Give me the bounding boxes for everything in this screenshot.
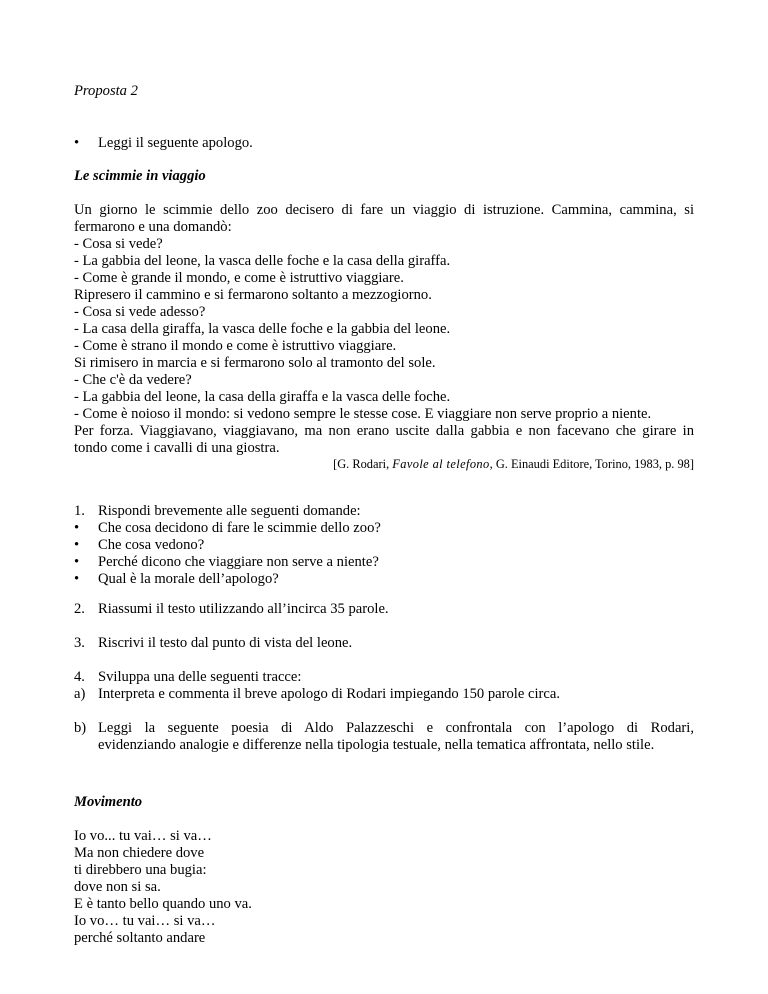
option-text-line: Leggi la seguente poesia di Aldo Palazzeschi e confrontala con l’apologo di Rodari, (98, 720, 694, 736)
story-line: Ripresero il cammino e si fermarono soltanto a mezzogiorno. (74, 287, 432, 303)
citation-suffix: , G. Einaudi Editore, Torino, 1983, p. 98] (489, 457, 694, 471)
question-4a (74, 686, 694, 703)
option-label: b) (74, 720, 87, 736)
question-4 (74, 669, 694, 686)
option-text-line: evidenziando analogie e differenze nella tipologia testuale, nella tematica affrontata, nello stile. (98, 737, 655, 753)
question-number: 1. (74, 503, 85, 519)
bullet-icon: • (74, 554, 80, 570)
story-line: Un giorno le scimmie dello zoo decisero di fare un viaggio di istruzione. Cammina, cammina, si (74, 202, 694, 218)
list-item-text: Che cosa decidono di fare le scimmie dello zoo? (98, 520, 381, 536)
question-text: Rispondi brevemente alle seguenti domande: (98, 503, 361, 519)
question-2 (74, 601, 694, 618)
poem-line: Ma non chiedere dove (74, 845, 205, 861)
story-line: Per forza. Viaggiavano, viaggiavano, ma non erano uscite dalla gabbia e non facevano che girare in (74, 423, 694, 439)
list-item (74, 554, 694, 571)
option-text (74, 720, 694, 754)
question-number: 3. (74, 635, 85, 651)
question-1 (74, 503, 694, 588)
bullet-icon: • (74, 135, 80, 151)
question-text: Riscrivi il testo dal punto di vista del leone. (98, 635, 353, 651)
bullet-icon: • (74, 571, 80, 587)
option-label: a) (74, 686, 86, 702)
question-text: Riassumi il testo utilizzando all’incirca 35 parole. (98, 601, 389, 617)
story-line: - Cosa si vede adesso? (74, 304, 206, 320)
story-line: - Come è noioso il mondo: si vedono sempre le stesse cose. E viaggiare non serve proprio a niente. (74, 406, 652, 422)
poem-line: perché soltanto andare (74, 930, 206, 946)
option-text: Interpreta e commenta il breve apologo di Rodari impiegando 150 parole circa. (98, 686, 560, 702)
question-1-sublist (74, 520, 694, 588)
list-item-text: Che cosa vedono? (98, 537, 205, 553)
poem-line: ti direbbero una bugia: (74, 862, 207, 878)
story-line: - Cosa si vede? (74, 236, 163, 252)
story-line: - La gabbia del leone, la casa della giraffa e la vasca delle foche. (74, 389, 451, 405)
poem-line: Io vo… tu vai… si va… (74, 913, 216, 929)
citation-prefix: [G. Rodari, (333, 457, 393, 471)
page-header: Proposta 2 (74, 83, 138, 99)
list-item-text: Qual è la morale dell’apologo? (98, 571, 279, 587)
story-line: tondo come i cavalli di una giostra. (74, 440, 280, 456)
story-line: Si rimisero in marcia e si fermarono solo al tramonto del sole. (74, 355, 436, 371)
instruction-text: Leggi il seguente apologo. (98, 135, 253, 151)
list-item-text: Perché dicono che viaggiare non serve a niente? (98, 554, 379, 570)
instruction-item (74, 135, 718, 152)
story-line: fermarono e una domandò: (74, 219, 232, 235)
poem-line: dove non si sa. (74, 879, 161, 895)
citation-book-title: Favole al telefono (392, 457, 490, 471)
story-title: Le scimmie in viaggio (74, 168, 206, 184)
question-3 (74, 635, 694, 652)
question-4b (74, 720, 694, 754)
list-item (74, 537, 694, 554)
bullet-icon: • (74, 537, 80, 553)
story-line: - La casa della giraffa, la vasca delle foche e la gabbia del leone. (74, 321, 451, 337)
list-item (74, 571, 694, 588)
story-text (74, 202, 694, 457)
story-line: - Che c'è da vedere? (74, 372, 192, 388)
story-line: - Come è strano il mondo e come è istruttivo viaggiare. (74, 338, 397, 354)
citation (74, 456, 694, 473)
poem-title: Movimento (74, 794, 143, 810)
bullet-icon: • (74, 520, 80, 536)
poem-line: E è tanto bello quando uno va. (74, 896, 252, 912)
poem-line: Io vo... tu vai… si va… (74, 828, 212, 844)
question-number: 2. (74, 601, 85, 617)
question-text: Sviluppa una delle seguenti tracce: (98, 669, 302, 685)
story-line: - Come è grande il mondo, e come è istruttivo viaggiare. (74, 270, 404, 286)
question-number: 4. (74, 669, 85, 685)
poem-text (74, 828, 252, 947)
list-item (74, 520, 694, 537)
story-line: - La gabbia del leone, la vasca delle foche e la casa della giraffa. (74, 253, 451, 269)
